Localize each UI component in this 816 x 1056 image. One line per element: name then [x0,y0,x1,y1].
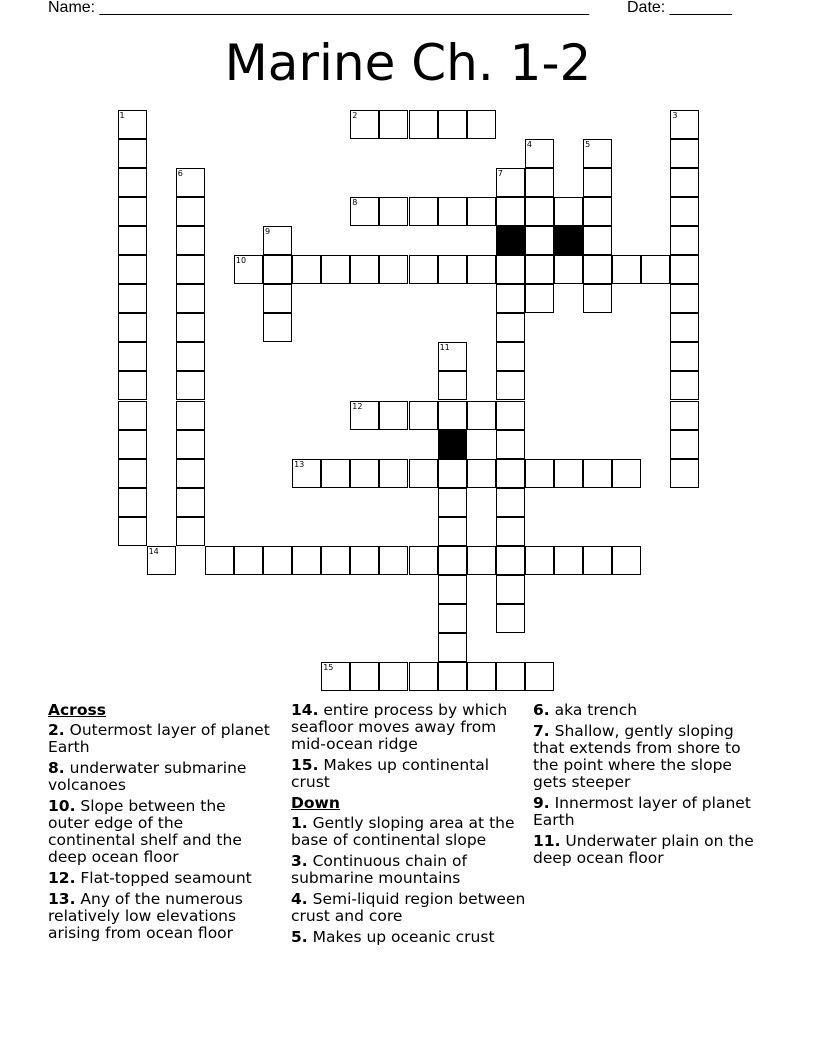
grid-cell[interactable] [670,168,699,197]
grid-cell[interactable] [176,371,205,400]
grid-cell[interactable] [409,546,438,575]
grid-cell[interactable] [409,459,438,488]
grid-cell[interactable] [409,197,438,226]
clue-number: 2 [352,110,358,120]
grid-cell[interactable] [525,197,554,226]
clue-text: Underwater plain on the deep ocean floor [533,832,754,867]
clue-num: 13. [48,890,76,908]
clues-column-3 [533,702,763,871]
grid-cell-6[interactable] [176,168,205,197]
grid-cell[interactable] [496,430,525,459]
clue-num: 11. [533,832,561,850]
grid-cell[interactable] [379,401,408,430]
clues-column-2 [291,702,526,950]
clue-text: Innermost layer of planet Earth [533,794,751,829]
grid-cell[interactable] [583,255,612,284]
clue-text: Slope between the outer edge of the continental shelf and the deep ocean floor [48,797,242,866]
grid-cell[interactable] [670,459,699,488]
grid-cell[interactable] [438,546,467,575]
clue-num: 6. [533,701,550,719]
grid-cell-5[interactable] [583,139,612,168]
clue [291,891,526,925]
grid-cell[interactable] [321,546,350,575]
grid-cell[interactable] [118,197,147,226]
grid-cell[interactable] [292,546,321,575]
clue [291,702,526,753]
grid-cell[interactable] [176,459,205,488]
clue-number: 15 [323,663,334,673]
clue [48,891,270,942]
clue-number: 10 [235,256,247,265]
name-line[interactable]: Name: _______________________________________________________ [48,0,589,16]
grid-cell-9[interactable] [263,226,292,255]
clue-number: 13 [294,459,305,469]
across-clue-list-continued [291,702,526,791]
clue-number: 7 [497,168,503,178]
grid-cell[interactable] [438,255,467,284]
grid-cell[interactable] [438,633,467,662]
clue-text: Flat-topped seamount [75,869,252,887]
clue-num: 12. [48,869,76,887]
clue [533,833,763,867]
grid-cell[interactable] [496,284,525,313]
grid-cell[interactable] [438,197,467,226]
grid-cell[interactable] [118,342,147,371]
grid-cell[interactable] [612,255,641,284]
across-clue-list [48,722,270,942]
grid-cell[interactable] [670,197,699,226]
black-square [438,430,467,459]
grid-cell[interactable] [118,226,147,255]
clue-number: 12 [352,401,363,411]
clue-number: 11 [439,343,450,353]
grid-cell[interactable] [176,430,205,459]
grid-cell[interactable] [176,284,205,313]
grid-cell[interactable] [350,255,379,284]
grid-cell[interactable] [118,459,147,488]
grid-cell[interactable] [409,401,438,430]
grid-cell[interactable] [438,575,467,604]
grid-cell[interactable] [176,313,205,342]
grid-cell[interactable] [496,313,525,342]
clue [533,795,763,829]
grid-cell[interactable] [467,546,496,575]
clue [48,722,270,756]
grid-cell[interactable] [467,110,496,139]
grid-cell-14[interactable] [147,546,176,575]
grid-cell[interactable] [525,168,554,197]
grid-cell[interactable] [583,168,612,197]
clue-number: 5 [585,139,591,149]
grid-cell[interactable] [525,662,554,691]
grid-cell-12[interactable] [350,401,379,430]
clue [291,853,526,887]
grid-cell[interactable] [263,313,292,342]
down-heading: Down [291,794,340,812]
date-line[interactable]: Date: _______ [627,0,732,16]
grid-cell[interactable] [205,546,234,575]
clue-text: Shallow, gently sloping that extends from shore to the point where the slope gets steeper [533,722,741,791]
clue-number: 4 [526,139,532,149]
grid-cell[interactable] [583,197,612,226]
grid-cell[interactable] [176,401,205,430]
grid-cell[interactable] [496,488,525,517]
grid-cell[interactable] [525,226,554,255]
clue-text: Outermost layer of planet Earth [48,721,270,756]
clue-num: 1. [291,814,308,832]
across-heading: Across [48,701,106,719]
down-clue-list-continued [533,702,763,867]
grid-cell[interactable] [350,546,379,575]
grid-cell[interactable] [670,313,699,342]
grid-cell[interactable] [409,662,438,691]
page-title: Marine Ch. 1-2 [224,34,592,92]
grid-cell[interactable] [496,255,525,284]
grid-cell-1[interactable] [118,110,147,139]
clue [533,723,763,791]
clue [48,870,270,887]
grid-cell[interactable] [554,459,583,488]
clue-num: 14. [291,701,319,719]
grid-cell[interactable] [263,284,292,313]
grid-cell[interactable] [496,575,525,604]
clue-number: 3 [672,110,678,120]
clue-text: aka trench [549,701,638,719]
grid-cell[interactable] [467,401,496,430]
grid-cell[interactable] [379,459,408,488]
grid-cell[interactable] [118,284,147,313]
grid-cell-8[interactable] [350,197,379,226]
clue-num: 7. [533,722,550,740]
grid-cell-11[interactable] [438,342,467,371]
grid-cell[interactable] [670,255,699,284]
clue-text: Semi-liquid region between crust and core [291,890,526,925]
grid-cell[interactable] [234,546,263,575]
grid-cell[interactable] [554,197,583,226]
grid-cell[interactable] [438,488,467,517]
clue-num: 5. [291,928,308,946]
grid-cell-15[interactable] [321,662,350,691]
grid-cell[interactable] [438,371,467,400]
clue-number: 8 [352,197,358,207]
grid-cell[interactable] [670,342,699,371]
clue-num: 2. [48,721,65,739]
grid-cell[interactable] [670,284,699,313]
grid-cell[interactable] [118,168,147,197]
grid-cell[interactable] [118,371,147,400]
clue-num: 15. [291,756,319,774]
grid-cell[interactable] [409,255,438,284]
grid-cell[interactable] [118,255,147,284]
clue-text: Continuous chain of submarine mountains [291,852,467,887]
grid-cell-2[interactable] [350,110,379,139]
grid-cell[interactable] [583,226,612,255]
grid-cell[interactable] [379,662,408,691]
clue-text: underwater submarine volcanoes [48,759,247,794]
grid-cell[interactable] [118,139,147,168]
grid-cell[interactable] [118,488,147,517]
grid-cell[interactable] [176,488,205,517]
grid-cell-4[interactable] [525,139,554,168]
grid-cell[interactable] [438,459,467,488]
grid-cell[interactable] [379,546,408,575]
clue [48,760,270,794]
grid-cell[interactable] [496,546,525,575]
clue [291,929,526,946]
black-square [554,226,583,255]
grid-cell[interactable] [118,401,147,430]
grid-cell[interactable] [438,401,467,430]
grid-cell[interactable] [525,546,554,575]
clue-text: Gently sloping area at the base of continental slope [291,814,515,849]
clue-text: Makes up oceanic crust [307,928,495,946]
grid-cell[interactable] [379,110,408,139]
grid-cell[interactable] [670,371,699,400]
grid-cell[interactable] [321,459,350,488]
grid-cell[interactable] [118,517,147,546]
clue-num: 10. [48,797,76,815]
grid-cell-3[interactable] [670,110,699,139]
grid-cell[interactable] [612,546,641,575]
grid-cell[interactable] [176,517,205,546]
grid-cell[interactable] [379,197,408,226]
grid-cell-13[interactable] [292,459,321,488]
grid-cell[interactable] [438,604,467,633]
black-square [496,226,525,255]
clues-column-1 [48,702,270,946]
grid-cell[interactable] [496,401,525,430]
grid-cell[interactable] [438,662,467,691]
grid-cell[interactable] [525,255,554,284]
clue-text: Makes up continental crust [291,756,490,791]
grid-cell[interactable] [583,459,612,488]
clue-number: 9 [265,226,271,236]
grid-cell[interactable] [118,313,147,342]
grid-cell[interactable] [263,546,292,575]
grid-cell[interactable] [467,255,496,284]
grid-cell[interactable] [496,604,525,633]
clue-number: 6 [177,168,183,178]
grid-cell[interactable] [176,197,205,226]
clue-num: 4. [291,890,308,908]
grid-cell[interactable] [583,546,612,575]
grid-cell[interactable] [525,459,554,488]
grid-cell[interactable] [496,662,525,691]
clue-num: 3. [291,852,308,870]
grid-cell[interactable] [467,662,496,691]
grid-cell[interactable] [496,517,525,546]
grid-cell[interactable] [438,517,467,546]
grid-cell[interactable] [496,342,525,371]
grid-cell[interactable] [496,197,525,226]
grid-cell[interactable] [496,371,525,400]
grid-cell[interactable] [641,255,670,284]
grid-cell[interactable] [554,255,583,284]
clue [291,757,526,791]
grid-cell[interactable] [467,197,496,226]
clue-text: Any of the numerous relatively low elevations arising from ocean floor [48,890,243,942]
grid-cell[interactable] [176,342,205,371]
grid-cell[interactable] [467,459,496,488]
clue-text: entire process by which seafloor moves away from mid-ocean ridge [291,701,508,753]
grid-cell[interactable] [176,255,205,284]
clue [48,798,270,866]
grid-cell-7[interactable] [496,168,525,197]
grid-cell-10[interactable] [234,255,263,284]
grid-cell[interactable] [670,226,699,255]
down-clue-list [291,815,526,946]
clue-num: 9. [533,794,550,812]
grid-cell[interactable] [583,284,612,313]
grid-cell[interactable] [379,255,408,284]
clue-num: 8. [48,759,65,777]
grid-cell[interactable] [350,662,379,691]
grid-cell[interactable] [350,459,379,488]
clue-number: 14 [148,547,159,556]
grid-cell[interactable] [263,255,292,284]
grid-cell[interactable] [496,459,525,488]
grid-cell[interactable] [118,430,147,459]
grid-cell[interactable] [670,430,699,459]
grid-cell[interactable] [554,546,583,575]
grid-cell[interactable] [176,226,205,255]
grid-cell[interactable] [670,139,699,168]
grid-cell[interactable] [670,401,699,430]
grid-cell[interactable] [525,284,554,313]
clue-number: 1 [119,110,125,120]
clue [291,815,526,849]
grid-cell[interactable] [438,110,467,139]
grid-cell[interactable] [409,110,438,139]
grid-cell[interactable] [612,459,641,488]
grid-cell[interactable] [292,255,321,284]
clue [533,702,763,719]
grid-cell[interactable] [321,255,350,284]
